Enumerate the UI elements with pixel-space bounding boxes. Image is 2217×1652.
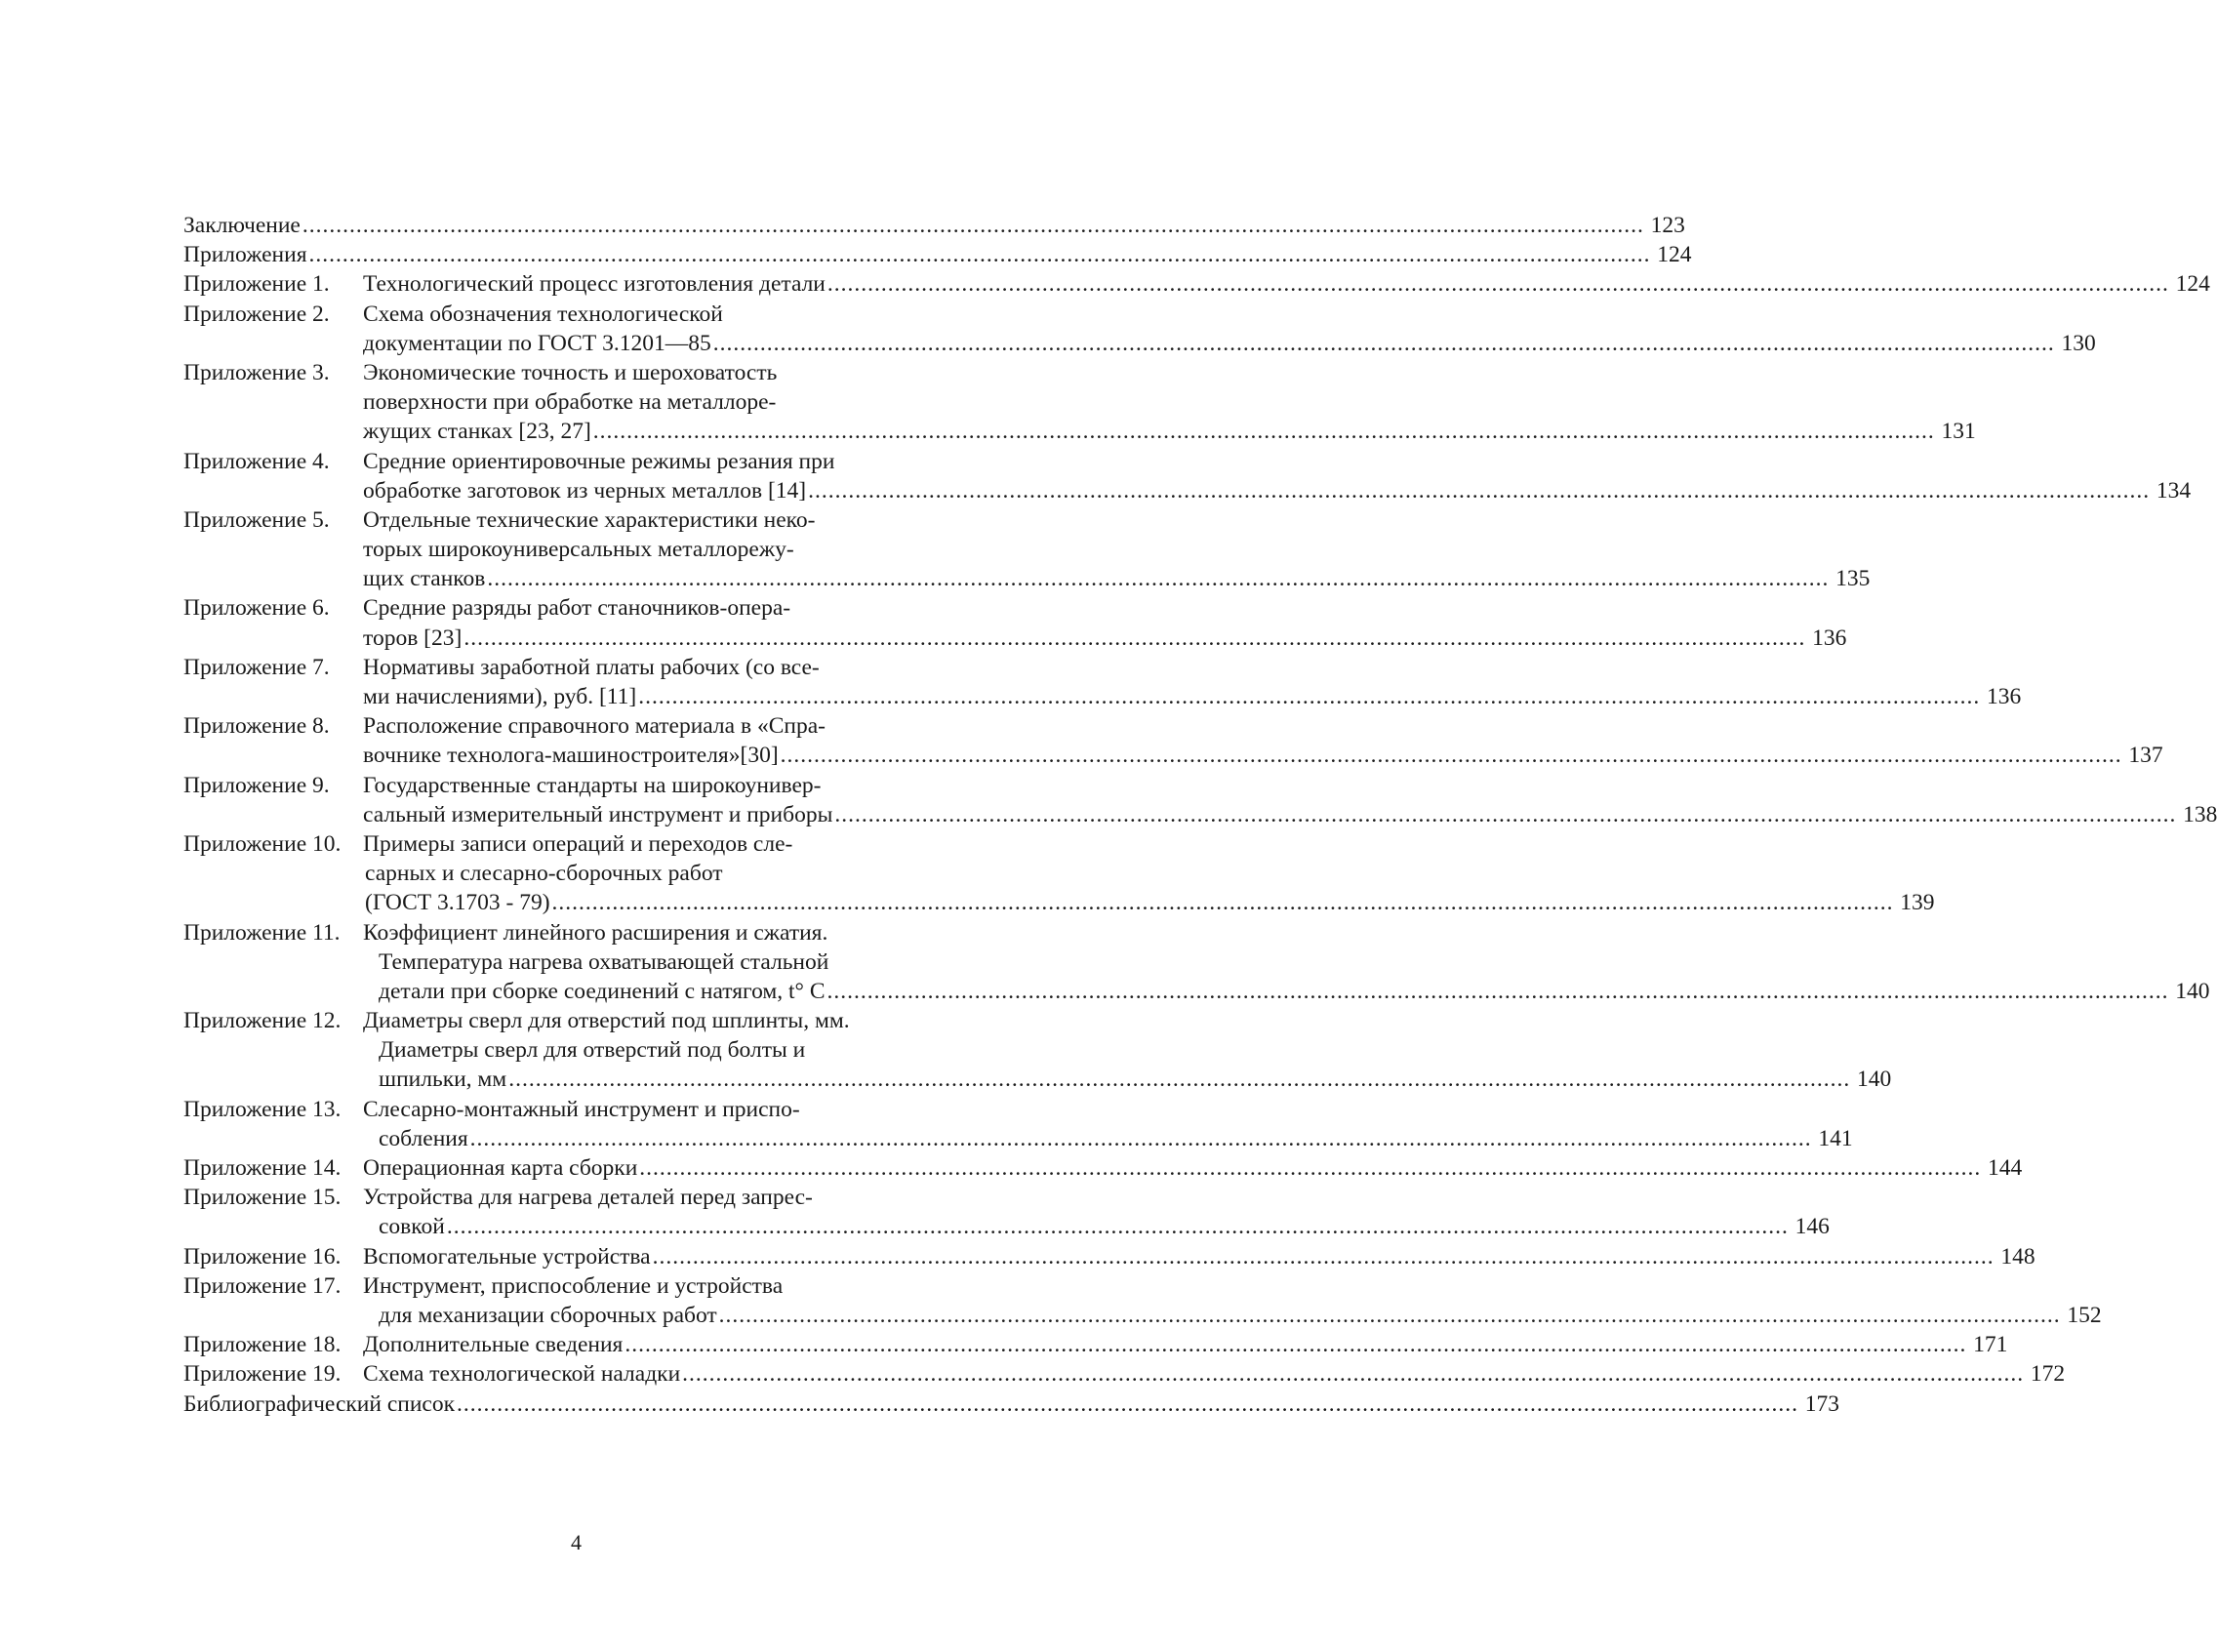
toc-entry-continuation bbox=[183, 1212, 1830, 1241]
toc-entry-appendix-7 bbox=[183, 653, 976, 682]
dot-leader bbox=[834, 800, 2176, 829]
appendix-label: Приложение 14. bbox=[183, 1155, 342, 1181]
toc-entry-title: Диаметры сверл для отверстий под шплинты, мм. bbox=[363, 1008, 850, 1034]
toc-entry-title: Диаметры сверл для отверстий под болты и bbox=[379, 1037, 806, 1064]
dot-leader bbox=[682, 1359, 2024, 1389]
toc-entry-appendix-16 bbox=[183, 1242, 2036, 1271]
toc-page-number: 152 bbox=[2067, 1302, 2102, 1328]
toc-entry-title: Средние разряды работ станочников-опера- bbox=[363, 595, 791, 622]
dot-leader bbox=[508, 1065, 1850, 1094]
toc-entry-title: Коэффициент линейного расширения и сжатия. bbox=[363, 919, 828, 946]
toc-entry-title: совкой bbox=[379, 1214, 445, 1240]
appendix-label: Приложение 13. bbox=[183, 1096, 342, 1122]
toc-entry-title: Средние ориентировочные режимы резания при bbox=[363, 448, 835, 474]
toc-entry-title: Государственные стандарты на широкоунивер- bbox=[363, 772, 822, 798]
toc-entry-title: Примеры записи операций и переходов сле- bbox=[363, 830, 793, 857]
toc-entry-continuation bbox=[183, 888, 1935, 917]
toc-entry-title: Экономические точность и шероховатость bbox=[363, 359, 778, 385]
toc-page-number: 140 bbox=[2175, 978, 2210, 1004]
toc-entry-appendix-18 bbox=[183, 1330, 2008, 1359]
toc-entry-appendix-17 bbox=[183, 1271, 976, 1301]
toc-entry-continuation bbox=[183, 800, 2217, 829]
toc-entry-title: поверхности при обработке на металлоре- bbox=[363, 389, 777, 416]
toc-page-number: 172 bbox=[2030, 1361, 2066, 1388]
toc-entry-appendices bbox=[183, 240, 1692, 269]
appendix-label: Приложение 2. bbox=[183, 301, 330, 327]
toc-entry-title: торов [23] bbox=[363, 625, 463, 651]
dot-leader bbox=[827, 269, 2169, 299]
toc-entry-title: Инструмент, приспособление и устройства bbox=[363, 1272, 784, 1299]
toc-entry-title: Дополнительные сведения bbox=[363, 1332, 624, 1358]
toc-entry-appendix-8 bbox=[183, 711, 976, 741]
dot-leader bbox=[470, 1124, 1812, 1153]
dot-leader bbox=[808, 476, 2150, 505]
appendix-label: Приложение 16. bbox=[183, 1243, 342, 1269]
toc-page-number: 137 bbox=[2128, 743, 2163, 769]
toc-page-number: 124 bbox=[2175, 271, 2210, 298]
toc-entry-title: Приложения bbox=[183, 242, 307, 268]
appendix-label: Приложение 17. bbox=[183, 1272, 342, 1299]
toc-entry-title: Слесарно-монтажный инструмент и приспо- bbox=[363, 1096, 800, 1122]
appendix-label: Приложение 15. bbox=[183, 1185, 342, 1211]
toc-entry-continuation bbox=[183, 1065, 1892, 1094]
toc-entry-continuation bbox=[183, 1124, 1853, 1153]
dot-leader bbox=[487, 564, 1829, 593]
toc-entry-title: Библиографический список bbox=[183, 1390, 456, 1417]
toc-entry-title: Схема технологической наладки bbox=[363, 1361, 681, 1388]
toc-page-number: 140 bbox=[1856, 1067, 1892, 1093]
toc-entry-title: Вспомогательные устройства bbox=[363, 1243, 651, 1269]
toc-entry-title: Технологический процесс изготовления детали bbox=[363, 271, 826, 298]
toc-entry-continuation bbox=[183, 947, 976, 977]
appendix-label: Приложение 11. bbox=[183, 919, 341, 946]
dot-leader bbox=[464, 624, 1805, 653]
toc-entry-appendix-19 bbox=[183, 1359, 2066, 1389]
toc-entry-title: собления bbox=[379, 1125, 468, 1151]
toc-entry-appendix-12 bbox=[183, 1006, 976, 1035]
toc-entry-continuation bbox=[183, 1301, 2102, 1330]
dot-leader bbox=[552, 888, 1894, 917]
toc-entry-continuation bbox=[183, 535, 976, 564]
toc-entry-continuation bbox=[183, 624, 1847, 653]
dot-leader bbox=[719, 1301, 2061, 1330]
appendix-label: Приложение 6. bbox=[183, 595, 330, 622]
dot-leader bbox=[302, 211, 1644, 240]
toc-entry-title: Отдельные технические характеристики неко- bbox=[363, 506, 816, 533]
dot-leader bbox=[639, 1153, 1981, 1183]
toc-entry-appendix-13 bbox=[183, 1095, 976, 1124]
toc-page-number: 148 bbox=[2000, 1243, 2036, 1269]
toc-page-number: 136 bbox=[1986, 684, 2022, 709]
toc-entry-title: для механизации сборочных работ bbox=[379, 1302, 717, 1328]
toc-page-number: 136 bbox=[1812, 625, 1847, 651]
toc-entry-continuation bbox=[183, 859, 976, 888]
toc-entry-title: вочнике технолога-машиностроителя»[30] bbox=[363, 743, 779, 769]
toc-entry-continuation bbox=[183, 476, 2192, 505]
toc-entry-continuation bbox=[183, 977, 2210, 1006]
toc-entry-title: щих станков bbox=[363, 566, 486, 592]
appendix-label: Приложение 19. bbox=[183, 1361, 342, 1388]
toc-entry-continuation bbox=[183, 387, 976, 417]
toc-page-number: 144 bbox=[1988, 1155, 2023, 1181]
toc-entry-title: документации по ГОСТ 3.1201—85 bbox=[363, 330, 711, 356]
toc-entry-title: Расположение справочного материала в «Спра- bbox=[363, 713, 826, 740]
dot-leader bbox=[447, 1212, 1789, 1241]
appendix-label: Приложение 8. bbox=[183, 713, 330, 740]
toc-entry-appendix-15 bbox=[183, 1183, 976, 1212]
toc-entry-continuation bbox=[183, 564, 1871, 593]
dot-leader bbox=[827, 977, 2169, 1006]
dot-leader bbox=[309, 240, 1651, 269]
toc-page-number: 124 bbox=[1657, 242, 1692, 268]
toc-entry-title: Нормативы заработной платы рабочих (со все- bbox=[363, 654, 820, 680]
dot-leader bbox=[457, 1390, 1798, 1419]
toc-entry-continuation bbox=[183, 329, 2096, 358]
appendix-label: Приложение 18. bbox=[183, 1332, 342, 1358]
toc-entry-title: ми начислениями), руб. [11] bbox=[363, 684, 637, 709]
toc-page-number: 141 bbox=[1818, 1125, 1853, 1151]
toc-entry-title: Схема обозначения технологической bbox=[363, 301, 723, 327]
appendix-label: Приложение 1. bbox=[183, 271, 330, 298]
toc-entry-title: (ГОСТ 3.1703 - 79) bbox=[365, 890, 550, 916]
toc-page-number: 171 bbox=[1973, 1332, 2008, 1358]
toc-entry-appendix-10 bbox=[183, 829, 976, 859]
dot-leader bbox=[781, 741, 2122, 770]
toc-entry-title: Заключение bbox=[183, 213, 301, 238]
appendix-label: Приложение 5. bbox=[183, 506, 330, 533]
toc-page-number: 130 bbox=[2061, 330, 2096, 356]
appendix-label: Приложение 9. bbox=[183, 772, 330, 798]
appendix-label: Приложение 10. bbox=[183, 830, 342, 857]
toc-entry-appendix-6 bbox=[183, 593, 976, 623]
toc-entry-appendix-5 bbox=[183, 505, 976, 535]
toc-entry-appendix-2 bbox=[183, 300, 976, 329]
toc-entry-title: Операционная карта сборки bbox=[363, 1155, 638, 1181]
toc-entry-title: сарных и слесарно-сборочных работ bbox=[365, 861, 723, 887]
dot-leader bbox=[653, 1242, 1995, 1271]
toc-entry-appendix-14 bbox=[183, 1153, 2023, 1183]
dot-leader bbox=[625, 1330, 1966, 1359]
toc-page-number: 131 bbox=[1941, 419, 1976, 445]
toc-page-number: 173 bbox=[1804, 1390, 1840, 1417]
toc-entry-continuation bbox=[183, 682, 2022, 711]
appendix-label: Приложение 4. bbox=[183, 448, 330, 474]
toc-page-number: 146 bbox=[1794, 1214, 1830, 1240]
toc-entry-conclusion bbox=[183, 211, 1685, 240]
toc-entry-continuation bbox=[183, 741, 2163, 770]
appendix-label: Приложение 3. bbox=[183, 359, 330, 385]
toc-entry-title: детали при сборке соединений с натягом, t° C bbox=[379, 978, 826, 1004]
page-number: 4 bbox=[571, 1530, 582, 1554]
toc-entry-appendix-9 bbox=[183, 771, 976, 800]
toc-page-number: 139 bbox=[1900, 890, 1935, 916]
toc-entry-title: сальный измерительный инструмент и приборы bbox=[363, 801, 833, 827]
toc-page-number: 138 bbox=[2183, 801, 2217, 827]
toc-entry-title: обработке заготовок из черных металлов [14] bbox=[363, 477, 807, 504]
toc-entry-title: торых широкоуниверсальных металлорежу- bbox=[363, 537, 794, 563]
toc-entry-title: Устройства для нагрева деталей перед запрес- bbox=[363, 1185, 813, 1211]
toc-page-number: 135 bbox=[1835, 566, 1871, 592]
dot-leader bbox=[713, 329, 2055, 358]
dot-leader bbox=[638, 682, 1980, 711]
toc-entry-appendix-1 bbox=[183, 269, 2210, 299]
table-of-contents bbox=[183, 211, 2217, 1419]
appendix-label: Приложение 7. bbox=[183, 654, 330, 680]
appendix-label: Приложение 12. bbox=[183, 1008, 342, 1034]
toc-entry-appendix-3 bbox=[183, 358, 976, 387]
toc-entry-appendix-11 bbox=[183, 918, 976, 947]
toc-entry-bibliography bbox=[183, 1390, 1840, 1419]
toc-page-number: 134 bbox=[2156, 477, 2192, 504]
toc-entry-continuation bbox=[183, 1035, 976, 1065]
dot-leader bbox=[593, 417, 1935, 446]
toc-entry-continuation bbox=[183, 417, 1976, 446]
toc-entry-title: шпильки, мм bbox=[379, 1067, 507, 1093]
toc-page-number: 123 bbox=[1650, 213, 1685, 238]
toc-entry-title: Температура нагрева охватывающей стальной bbox=[379, 948, 829, 975]
toc-entry-appendix-4 bbox=[183, 447, 976, 476]
toc-entry-title: жущих станках [23, 27] bbox=[363, 419, 591, 445]
